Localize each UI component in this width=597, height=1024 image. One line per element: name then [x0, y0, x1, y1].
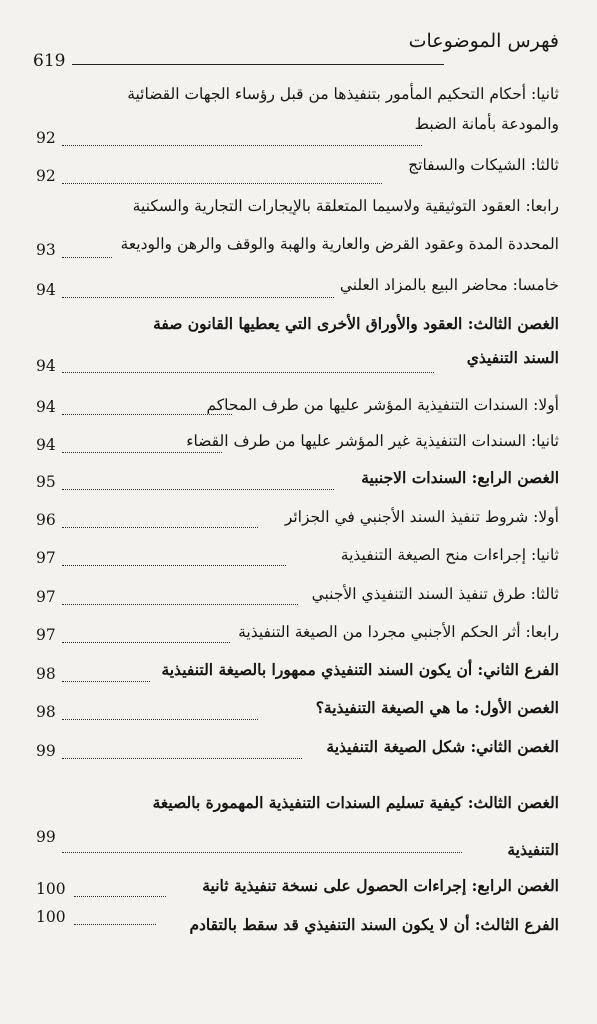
toc-page-number: 93: [36, 241, 56, 259]
toc-page-number: 99: [36, 742, 56, 760]
toc-page-number: 92: [36, 129, 56, 147]
toc-entry-text: رابعا: أثر الحكم الأجنبي مجردا من الصيغة التنفيذية: [238, 623, 559, 641]
header-rule: [72, 64, 444, 65]
toc-page-number: 98: [36, 665, 56, 683]
toc-page-number: 92: [36, 167, 56, 185]
leader-dots: [62, 642, 230, 643]
toc-page-number: 97: [36, 549, 56, 567]
toc-page-number: 94: [36, 281, 56, 299]
toc-section-heading: الغصن الرابع: إجراءات الحصول على نسخة تنفيذية ثانية: [202, 876, 559, 895]
toc-section-heading: الغصن الرابع: السندات الاجنبية: [361, 468, 559, 487]
toc-section-heading: الغصن الثالث: كيفية تسليم السندات التنفيذية المهمورة بالصيغة: [152, 793, 559, 812]
leader-dots: [62, 183, 382, 184]
leader-dots: [62, 145, 422, 146]
toc-entry-text: ثالثا: الشيكات والسفاتج: [408, 156, 559, 174]
leader-dots: [62, 372, 434, 373]
leader-dots: [62, 758, 302, 759]
toc-entry-text: ثانيا: السندات التنفيذية غير المؤشر عليها من طرف القضاء: [186, 432, 559, 450]
toc-section-heading: الغصن الثاني: شكل الصيغة التنفيذية: [326, 737, 559, 756]
toc-entry-text: ثالثا: طرق تنفيذ السند التنفيذي الأجنبي: [311, 585, 559, 603]
toc-section-heading: الغصن الثالث: العقود والأوراق الأخرى التي يعطيها القانون صفة: [153, 314, 559, 333]
toc-section-heading: السند التنفيذي: [466, 348, 559, 367]
toc-page-number: 94: [36, 398, 56, 416]
leader-dots: [74, 924, 156, 925]
leader-dots: [62, 681, 150, 682]
toc-entry-text: والمودعة بأمانة الضبط: [414, 115, 559, 133]
leader-dots: [62, 565, 286, 566]
toc-entry-text: ثانيا: أحكام التحكيم المأمور بتنفيذها من قبل رؤساء الجهات القضائية: [127, 85, 559, 103]
leader-dots: [62, 852, 462, 853]
toc-entry-text: أولا: السندات التنفيذية المؤشر عليها من طرف المحاكم: [206, 396, 559, 414]
toc-page-number: 96: [36, 511, 56, 529]
leader-dots: [62, 452, 222, 453]
page-header-title: فهرس الموضوعات: [408, 30, 559, 52]
leader-dots: [74, 896, 166, 897]
toc-page-number: 100: [36, 908, 66, 926]
toc-entry-text: ثانيا: إجراءات منح الصيغة التنفيذية: [340, 546, 559, 564]
toc-page-number: 98: [36, 703, 56, 721]
toc-section-heading: الفرع الثاني: أن يكون السند التنفيذي ممهورا بالصيغة التنفيذية: [161, 660, 559, 679]
leader-dots: [62, 604, 298, 605]
toc-page-number: 94: [36, 357, 56, 375]
toc-page-number: 100: [36, 880, 66, 898]
toc-page-number: 95: [36, 473, 56, 491]
leader-dots: [62, 414, 232, 415]
toc-entry-text: رابعا: العقود التوثيقية ولاسيما المتعلقة بالإيجارات التجارية والسكنية: [132, 197, 559, 215]
leader-dots: [62, 527, 258, 528]
toc-section-heading: الغصن الأول: ما هي الصيغة التنفيذية؟: [315, 698, 559, 717]
toc-section-heading: الفرع الثالث: أن لا يكون السند التنفيذي قد سقط بالتقادم: [189, 915, 559, 934]
toc-entry-text: أولا: شروط تنفيذ السند الأجنبي في الجزائر: [284, 508, 559, 526]
leader-dots: [62, 257, 112, 258]
toc-entry-text: خامسا: محاضر البيع بالمزاد العلني: [339, 276, 559, 294]
toc-page-number: 97: [36, 626, 56, 644]
leader-dots: [62, 297, 334, 298]
toc-page-number: 94: [36, 436, 56, 454]
toc-section-heading: التنفيذية: [507, 840, 559, 859]
leader-dots: [62, 489, 334, 490]
toc-entry-text: المحددة المدة وعقود القرض والعارية والهبة والوقف والرهن والوديعة: [120, 235, 559, 253]
page-number: 619: [33, 51, 66, 71]
toc-page-number: 97: [36, 588, 56, 606]
toc-page-number: 99: [36, 828, 56, 846]
leader-dots: [62, 719, 258, 720]
